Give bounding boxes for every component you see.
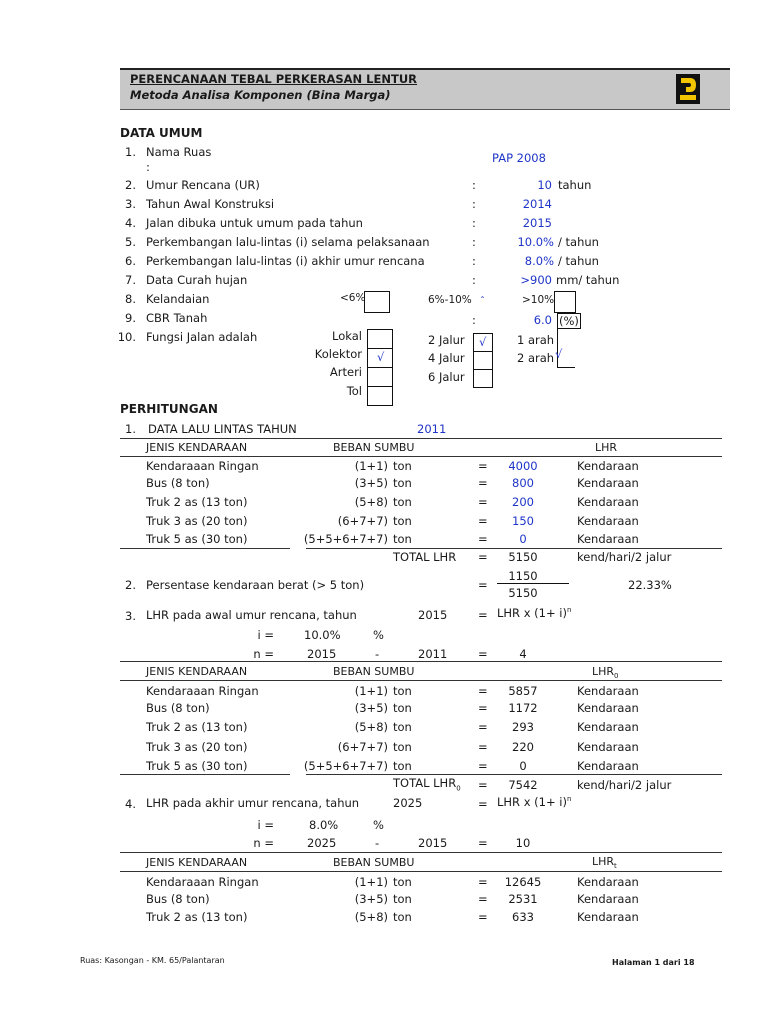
persentase-result: 22.33% xyxy=(628,578,672,592)
document-subtitle: Metoda Analisa Komponen (Bina Marga) xyxy=(130,88,391,102)
document-title: PERENCANAAN TEBAL PERKERASAN LENTUR xyxy=(130,72,418,86)
jalur-6-checkbox[interactable] xyxy=(473,369,493,388)
table-rule xyxy=(120,661,722,662)
check-icon: √ xyxy=(479,335,487,349)
jalur-4-checkbox[interactable] xyxy=(473,351,493,370)
table-rule xyxy=(120,456,722,457)
fraction-bar xyxy=(497,583,569,584)
document-header xyxy=(120,68,730,110)
arah-checkbox[interactable] xyxy=(557,329,575,368)
table-rule xyxy=(120,774,290,775)
table-rule xyxy=(120,871,722,872)
footer-ruas: Ruas: Kasongan - KM. 65/Palantaran xyxy=(80,956,225,965)
table-rule xyxy=(120,548,290,549)
kelandaian-gt10-checkbox[interactable] xyxy=(554,291,576,313)
fungsi-lokal-checkbox[interactable] xyxy=(367,329,393,349)
kelandaian-lt6-checkbox[interactable] xyxy=(364,291,390,313)
pu-logo-icon xyxy=(676,74,700,104)
lalu-lintas-year: 2011 xyxy=(417,422,447,436)
section-perhitungan: PERHITUNGAN xyxy=(120,402,218,416)
check-icon: √ xyxy=(377,350,385,364)
table-rule xyxy=(120,680,722,681)
fungsi-arteri-checkbox[interactable] xyxy=(367,367,393,387)
fungsi-kolektor-checkbox[interactable] xyxy=(367,348,393,368)
kelandaian-mark: ˆ xyxy=(480,296,485,307)
table-rule xyxy=(120,438,722,439)
footer-page-number: Halaman 1 dari 18 xyxy=(612,958,695,967)
table-rule xyxy=(306,548,722,549)
table-rule xyxy=(306,774,722,775)
fungsi-tol-checkbox[interactable] xyxy=(367,386,393,406)
jalur-2-checkbox[interactable] xyxy=(473,333,493,352)
check-icon: √ xyxy=(555,347,563,361)
lalu-lintas-label: DATA LALU LINTAS TAHUN xyxy=(148,422,297,436)
total-lhr0-value: 7542 xyxy=(508,778,538,792)
section-data-umum: DATA UMUM xyxy=(120,126,203,140)
total-lhr-value: 5150 xyxy=(508,550,538,564)
table-rule xyxy=(120,852,722,853)
